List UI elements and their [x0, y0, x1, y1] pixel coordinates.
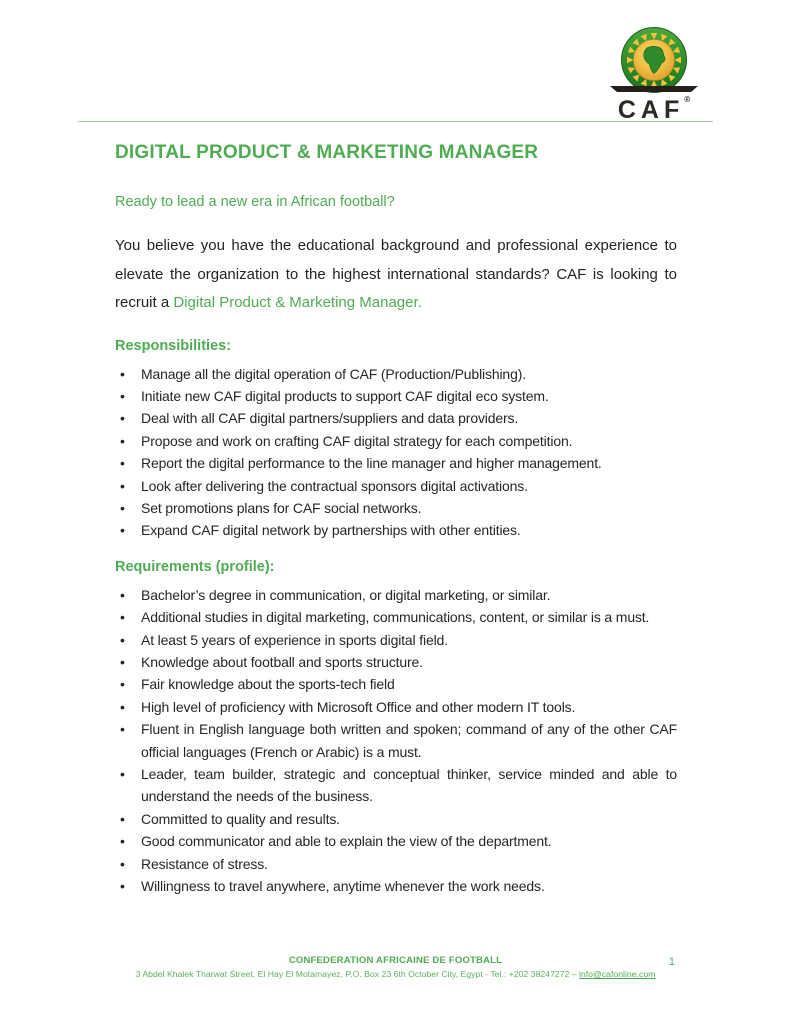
- bullet-icon: •: [120, 833, 125, 850]
- list-item-text: Good communicator and able to explain the view of the department.: [141, 833, 552, 850]
- bullet-icon: •: [120, 477, 125, 494]
- list-item-text: Willingness to travel anywhere, anytime whenever the work needs.: [141, 878, 545, 895]
- list-item: [115, 696, 677, 718]
- bullet-icon: •: [120, 586, 125, 603]
- footer-address: [0, 969, 791, 979]
- list-item-text: Knowledge about football and sports structure.: [141, 653, 423, 670]
- list-item: [115, 363, 677, 385]
- bullet-icon: •: [120, 522, 125, 539]
- list-item: [115, 452, 677, 474]
- list-item-text: Expand CAF digital network by partnerships with other entities.: [141, 522, 521, 539]
- list-item: [115, 606, 677, 628]
- caf-wordmark: [598, 95, 710, 124]
- list-item-text: Additional studies in digital marketing, communications, content, or similar is a must.: [141, 609, 650, 626]
- list-item-text: Committed to quality and results.: [141, 810, 340, 827]
- responsibilities-heading: Responsibilities:: [115, 337, 232, 354]
- list-item: [115, 385, 677, 407]
- bullet-icon: •: [120, 766, 125, 782]
- list-item: [115, 718, 677, 763]
- footer-address-text: 3 Abdel Khalek Tharwat Street, El Hay El Motamayez, P.O. Box 23 6th October City, Egypt - Tel.: +202 38247272 –: [135, 969, 579, 979]
- list-item-text: Manage all the digital operation of CAF (Production/Publishing).: [141, 365, 526, 382]
- subtitle: Ready to lead a new era in African football?: [115, 194, 395, 210]
- bullet-icon: •: [120, 499, 125, 516]
- header-divider: [78, 121, 713, 122]
- list-item: [115, 430, 677, 452]
- list-item: [115, 475, 677, 497]
- list-item-text: Propose and work on crafting CAF digital strategy for each competition.: [141, 432, 573, 449]
- bullet-icon: •: [120, 609, 125, 626]
- bullet-icon: •: [120, 410, 125, 427]
- list-item-text: Set promotions plans for CAF social networks.: [141, 499, 422, 516]
- bullet-icon: •: [120, 810, 125, 827]
- requirements-list: [115, 584, 677, 898]
- intro-text: You believe you have the educational background and professional experience to elevate the organization to the highest international standards? CAF is looking to recruit a: [115, 237, 677, 311]
- bullet-icon: •: [120, 432, 125, 449]
- list-item: [115, 651, 677, 673]
- list-item-text: Deal with all CAF digital partners/suppliers and data providers.: [141, 410, 519, 427]
- list-item-text: High level of proficiency with Microsoft Office and other modern IT tools.: [141, 698, 576, 715]
- list-item: [115, 875, 677, 897]
- bullet-icon: •: [120, 387, 125, 404]
- list-item-text: Initiate new CAF digital products to support CAF digital eco system.: [141, 387, 549, 404]
- list-item-text: Report the digital performance to the line manager and higher management.: [141, 455, 602, 472]
- list-item: [115, 830, 677, 852]
- list-item-text: Fluent in English language both written and spoken; command of any of the other CAF official languages (French or Arabic) is a must.: [141, 721, 677, 760]
- list-item: [115, 808, 677, 830]
- list-item: [115, 584, 677, 606]
- bullet-icon: •: [120, 698, 125, 715]
- page-title: DIGITAL PRODUCT & MARKETING MANAGER: [115, 142, 539, 163]
- bullet-icon: •: [120, 631, 125, 648]
- list-item: [115, 629, 677, 651]
- caf-logo: [598, 24, 710, 123]
- bullet-icon: •: [120, 365, 125, 382]
- list-item-text: Leader, team builder, strategic and conceptual thinker, service minded and able to understand the needs of the business.: [141, 766, 677, 805]
- footer-email-link[interactable]: info@cafonline.com: [578, 969, 656, 979]
- list-item-text: Bachelor’s degree in communication, or digital marketing, or similar.: [141, 586, 551, 603]
- list-item: [115, 763, 677, 808]
- requirements-heading: Requirements (profile):: [115, 558, 275, 575]
- bullet-icon: •: [120, 653, 125, 670]
- footer-organization: CONFEDERATION AFRICAINE DE FOOTBALL: [288, 955, 503, 966]
- list-item: [115, 673, 677, 695]
- list-item-text: Resistance of stress.: [141, 855, 268, 872]
- bullet-icon: •: [120, 676, 125, 693]
- list-item-text: Fair knowledge about the sports-tech field: [141, 676, 395, 693]
- bullet-icon: •: [120, 721, 125, 738]
- intro-paragraph: [115, 232, 677, 318]
- caf-wordmark-text: CAF: [617, 96, 685, 124]
- page-number: 1: [668, 956, 675, 968]
- responsibilities-list: [115, 363, 677, 542]
- registered-mark: ®: [684, 95, 691, 104]
- list-item-text: At least 5 years of experience in sports digital field.: [141, 631, 448, 648]
- list-item: [115, 519, 677, 541]
- bullet-icon: •: [120, 455, 125, 472]
- page-footer: [0, 955, 791, 979]
- intro-highlight: Digital Product & Marketing Manager.: [173, 294, 422, 311]
- document-body: [115, 142, 677, 897]
- caf-emblem-icon: [598, 24, 710, 96]
- list-item-text: Look after delivering the contractual sponsors digital activations.: [141, 477, 528, 494]
- bullet-icon: •: [120, 855, 125, 872]
- list-item: [115, 497, 677, 519]
- list-item: [115, 853, 677, 875]
- list-item: [115, 407, 677, 429]
- bullet-icon: •: [120, 878, 125, 895]
